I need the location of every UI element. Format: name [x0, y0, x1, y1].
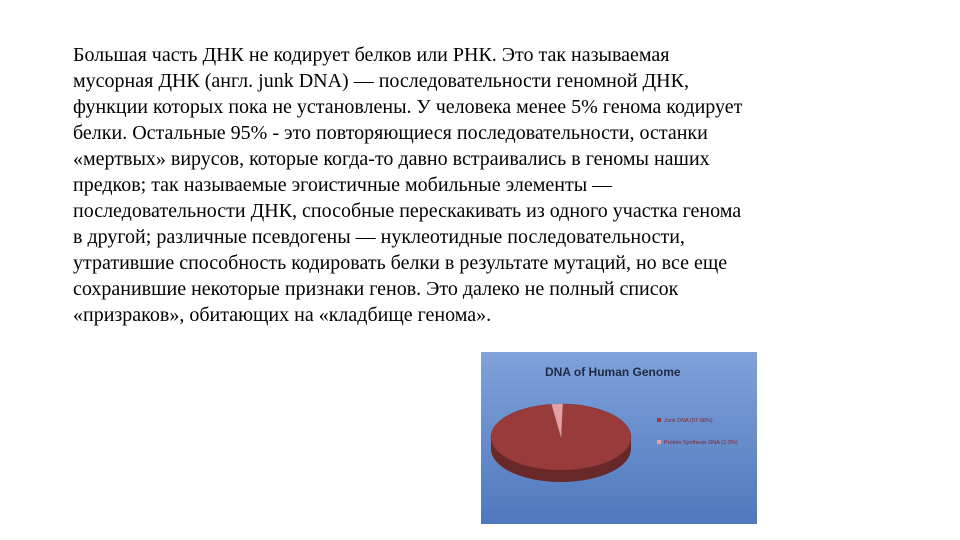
body-paragraph [73, 42, 893, 328]
paragraph-line: последовательности ДНК, способные перескакивать из одного участка генома [73, 200, 742, 222]
paragraph-line: в другой; различные псевдогены — нуклеотидные последовательности, [73, 226, 685, 248]
paragraph-line: «мертвых» вирусов, которые когда-то давно встраивались в геномы наших [73, 148, 710, 170]
legend-label: Protein Synthesis DNA (2-3%) [664, 440, 738, 446]
paragraph-line: предков; так называемые эгоистичные мобильные элементы — [73, 174, 613, 196]
paragraph-line: мусорная ДНК (англ. junk DNA) — последовательности геномной ДНК, [73, 70, 689, 92]
legend-swatch [657, 418, 661, 422]
legend-label: Junk DNA (97-98%) [664, 418, 713, 424]
chart-canvas [481, 352, 757, 524]
paragraph-line: утратившие способность кодировать белки в результате мутаций, но все еще [73, 252, 728, 274]
paragraph-line: «призраков», обитающих на «кладбище генома». [73, 304, 492, 326]
genome-pie-chart [481, 352, 757, 524]
paragraph-line: белки. Остальные 95% - это повторяющиеся последовательности, останки [73, 122, 708, 144]
chart-title: DNA of Human Genome [545, 365, 681, 379]
legend-swatch [657, 440, 661, 444]
paragraph-line: Большая часть ДНК не кодирует белков или РНК. Это так называемая [73, 44, 670, 66]
pie [491, 404, 631, 482]
paragraph-line: функции которых пока не установлены. У человека менее 5% генома кодирует [73, 96, 743, 118]
paragraph-line: сохранившие некоторые признаки генов. Это далеко не полный список [73, 278, 679, 300]
